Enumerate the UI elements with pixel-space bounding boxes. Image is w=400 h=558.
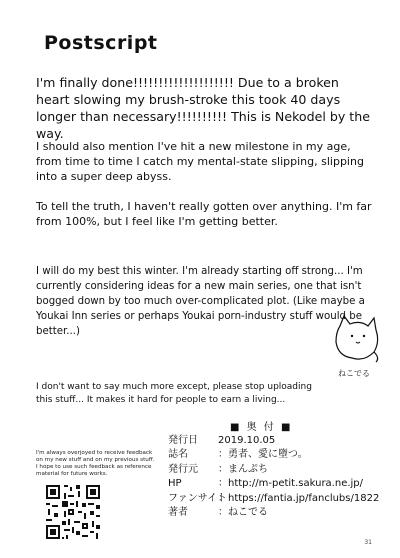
colophon-value: ：まんぷち xyxy=(218,463,268,475)
signature: ねこでる xyxy=(338,369,370,378)
colophon-key: HP xyxy=(168,478,182,490)
page-number: 31 xyxy=(364,539,372,546)
page-title: Postscript xyxy=(44,32,158,54)
colophon-value: ：http://m-petit.sakura.ne.jp/ xyxy=(218,478,364,490)
colophon-key: 誌名 xyxy=(168,449,188,461)
paragraph-milestone: I should also mention I've hit a new milestone in my age, from time to time I catch my mental-state slipping, slipping into a super deep abyss. xyxy=(36,140,364,183)
colophon-row-author xyxy=(168,506,379,520)
colophon-key: 著者 xyxy=(168,507,188,519)
colophon-row-title xyxy=(168,448,379,462)
paragraph-finally-done: I'm finally done!!!!!!!!!!!!!!!!!!!! Due to a broken heart slowing my brush-stroke this took 40 days longer than necessary!!!!!!!!!! This is Nekodel by the way. xyxy=(36,75,370,141)
qr-code-icon xyxy=(44,483,102,541)
colophon-table xyxy=(168,434,379,520)
colophon-value: ：ねこでる xyxy=(218,507,268,519)
colophon-value: ：勇者、愛に墮つ。 xyxy=(218,449,308,461)
colophon-key: 発行元 xyxy=(168,463,198,475)
colophon-row-date xyxy=(168,434,379,448)
paragraph-truth: To tell the truth, I haven't really gotten over anything. I'm far from 100%, but I feel like I'm getting better. xyxy=(36,200,372,228)
colophon-heading: ■ 奥 付 ■ xyxy=(230,422,293,433)
colophon-row-homepage xyxy=(168,477,379,491)
colophon-value: 2019.10.05 xyxy=(218,435,276,446)
feedback-note: I'm always overjoyed to receive feedback on my new stuff and on my previous stuff. I hope to use such feedback as reference material for future works. xyxy=(36,450,155,477)
colophon-value: ：https://fantia.jp/fanclubs/1822 xyxy=(218,492,380,504)
colophon-row-publisher xyxy=(168,463,379,477)
colophon-key: 発行日 xyxy=(168,435,198,446)
colophon-key: ファンサイト xyxy=(168,492,228,504)
paragraph-please-stop-uploading: I don't want to say much more except, please stop uploading this stuff... It makes it hard for people to earn a living... xyxy=(36,382,312,405)
cat-doodle-icon xyxy=(330,312,382,364)
colophon-row-fansite xyxy=(168,492,379,506)
paragraph-winter-plans: I will do my best this winter. I'm already starting off strong... I'm currently considering ideas for a new main series, one that isn't bogged down by too much over-complicated plot. (Like maybe a Youkai Inn series or perhaps Youkai porn-industry stuff would be better...) xyxy=(36,266,365,337)
